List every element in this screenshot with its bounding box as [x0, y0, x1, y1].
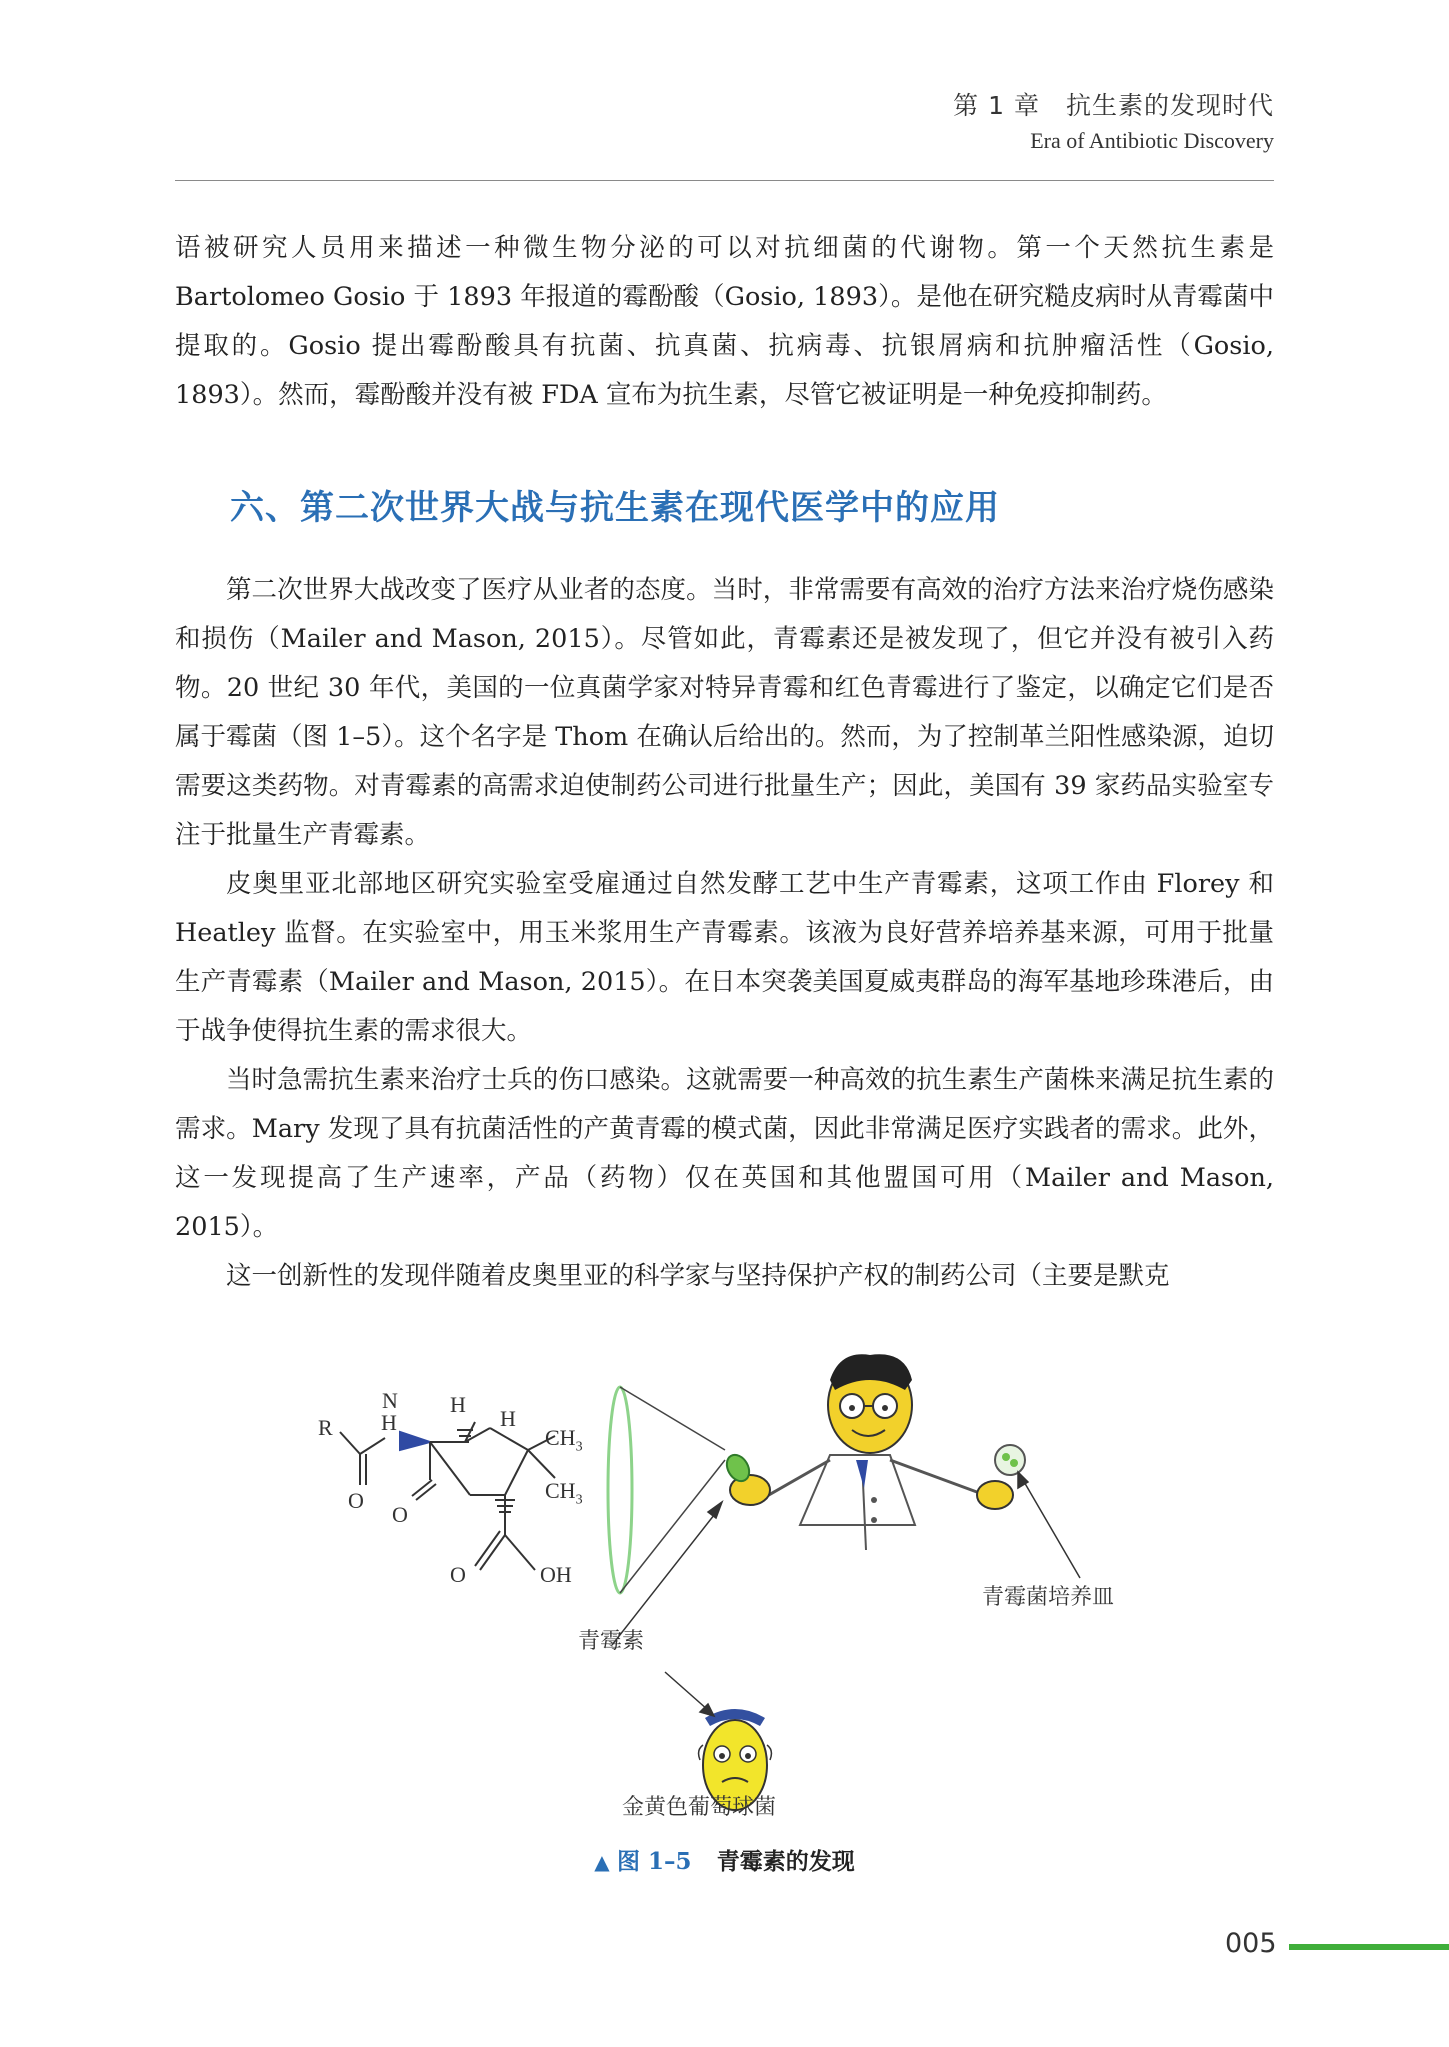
header-title-en: Era of Antibiotic Discovery [1030, 128, 1274, 153]
chem-label-ch3-bottom: $CH_3$ [545, 1478, 583, 1508]
page-number: 005 [1225, 1928, 1277, 1959]
page-number-bar [1289, 1944, 1449, 1950]
header-chapter-line [953, 86, 1274, 122]
chem-label-o: O [348, 1488, 364, 1513]
header-title-zh: 抗生素的发现时代 [1065, 91, 1274, 120]
caption-title: 青霉素的发现 [716, 1849, 855, 1875]
header-chapter: 第 1 章 [953, 91, 1040, 120]
paragraph-continued: 语被研究人员用来描述一种微生物分泌的可以对抗细菌的代谢物。第一个天然抗生素是 Bartolomeo Gosio 于 1893 年报道的霉酚酸（Gosio, 1893）。是他在研究糙皮病时从青霉菌中提取的。Gosio 提出霉酚酸具有抗菌、抗真菌、抗病毒、抗银屑病和抗肿瘤活性（Gosio, 1893）。然而，霉酚酸并没有被 FDA 宣布为抗生素，尽管它被证明是一种免疫抑制药。 [175, 233, 1275, 410]
paragraph: 这一创新性的发现伴随着皮奥里亚的科学家与坚持保护产权的制药公司（主要是默克 [226, 1261, 1170, 1291]
paragraph: 第二次世界大战改变了医疗从业者的态度。当时，非常需要有高效的治疗方法来治疗烧伤感染和损伤（Mailer and Mason, 2015）。尽管如此，青霉素还是被发现了，但它并没有被引入药物。20 世纪 30 年代，美国的一位真菌学家对特异青霉和红色青霉进行了鉴定，以确定它们是否属于霉菌（图 1–5）。这个名字是 Thom 在确认后给出的。然而，为了控制革兰阳性感染源，迫切需要这类药物。对青霉素的高需求迫使制药公司进行批量生产；因此，美国有 39 家药品实验室专注于批量生产青霉素。 [175, 575, 1274, 850]
paragraph: 皮奥里亚北部地区研究实验室受雇通过自然发酵工艺中生产青霉素，这项工作由 Florey 和 Heatley 监督。在实验室中，用玉米浆用生产青霉素。该液为良好营养培养基来源，可用于批量生产青霉素（Mailer and Mason, 2015）。在日本突袭美国夏威夷群岛的海军基地珍珠港后，由于战争使得抗生素的需求很大。 [175, 869, 1274, 1046]
caption-triangle-icon: ▲ [594, 1850, 610, 1874]
figure-caption [0, 1843, 1449, 1876]
scientist-figure [722, 1354, 1025, 1550]
chem-label-o: O [450, 1562, 466, 1587]
label-staphylococcus: 金黄色葡萄球菌 [622, 1795, 777, 1820]
chem-label-r: R [318, 1415, 333, 1440]
body-top [175, 224, 1274, 420]
penicillin-beam [608, 1387, 725, 1593]
figure-penicillin-discovery [0, 1350, 1449, 1890]
chem-label-h: H [381, 1410, 397, 1435]
chem-label-h: H [450, 1392, 466, 1417]
chem-label-h: H [500, 1406, 516, 1431]
chem-label-n: N [382, 1388, 398, 1413]
section-title: 六、第二次世界大战与抗生素在现代医学中的应用 [230, 488, 1000, 528]
running-header [953, 86, 1274, 154]
chem-label-ch3-top: $CH_3$ [545, 1425, 583, 1455]
label-penicillium-dish: 青霉菌培养皿 [982, 1585, 1115, 1610]
chem-label-o: O [392, 1502, 408, 1527]
paragraph: 当时急需抗生素来治疗士兵的伤口感染。这就需要一种高效的抗生素生产菌株来满足抗生素的需求。Mary 发现了具有抗菌活性的产黄青霉的模式菌，因此非常满足医疗实践者的需求。此外，这一发现提高了生产速率，产品（药物）仅在英国和其他盟国可用（Mailer and Mason, 2015）。 [175, 1065, 1274, 1242]
penicillin-structure [340, 1422, 555, 1570]
caption-number: 图 1–5 [616, 1848, 692, 1875]
header-divider [175, 180, 1274, 181]
chem-label-oh: OH [540, 1562, 572, 1587]
label-penicillin: 青霉素 [578, 1629, 645, 1654]
body-main [175, 566, 1274, 1301]
